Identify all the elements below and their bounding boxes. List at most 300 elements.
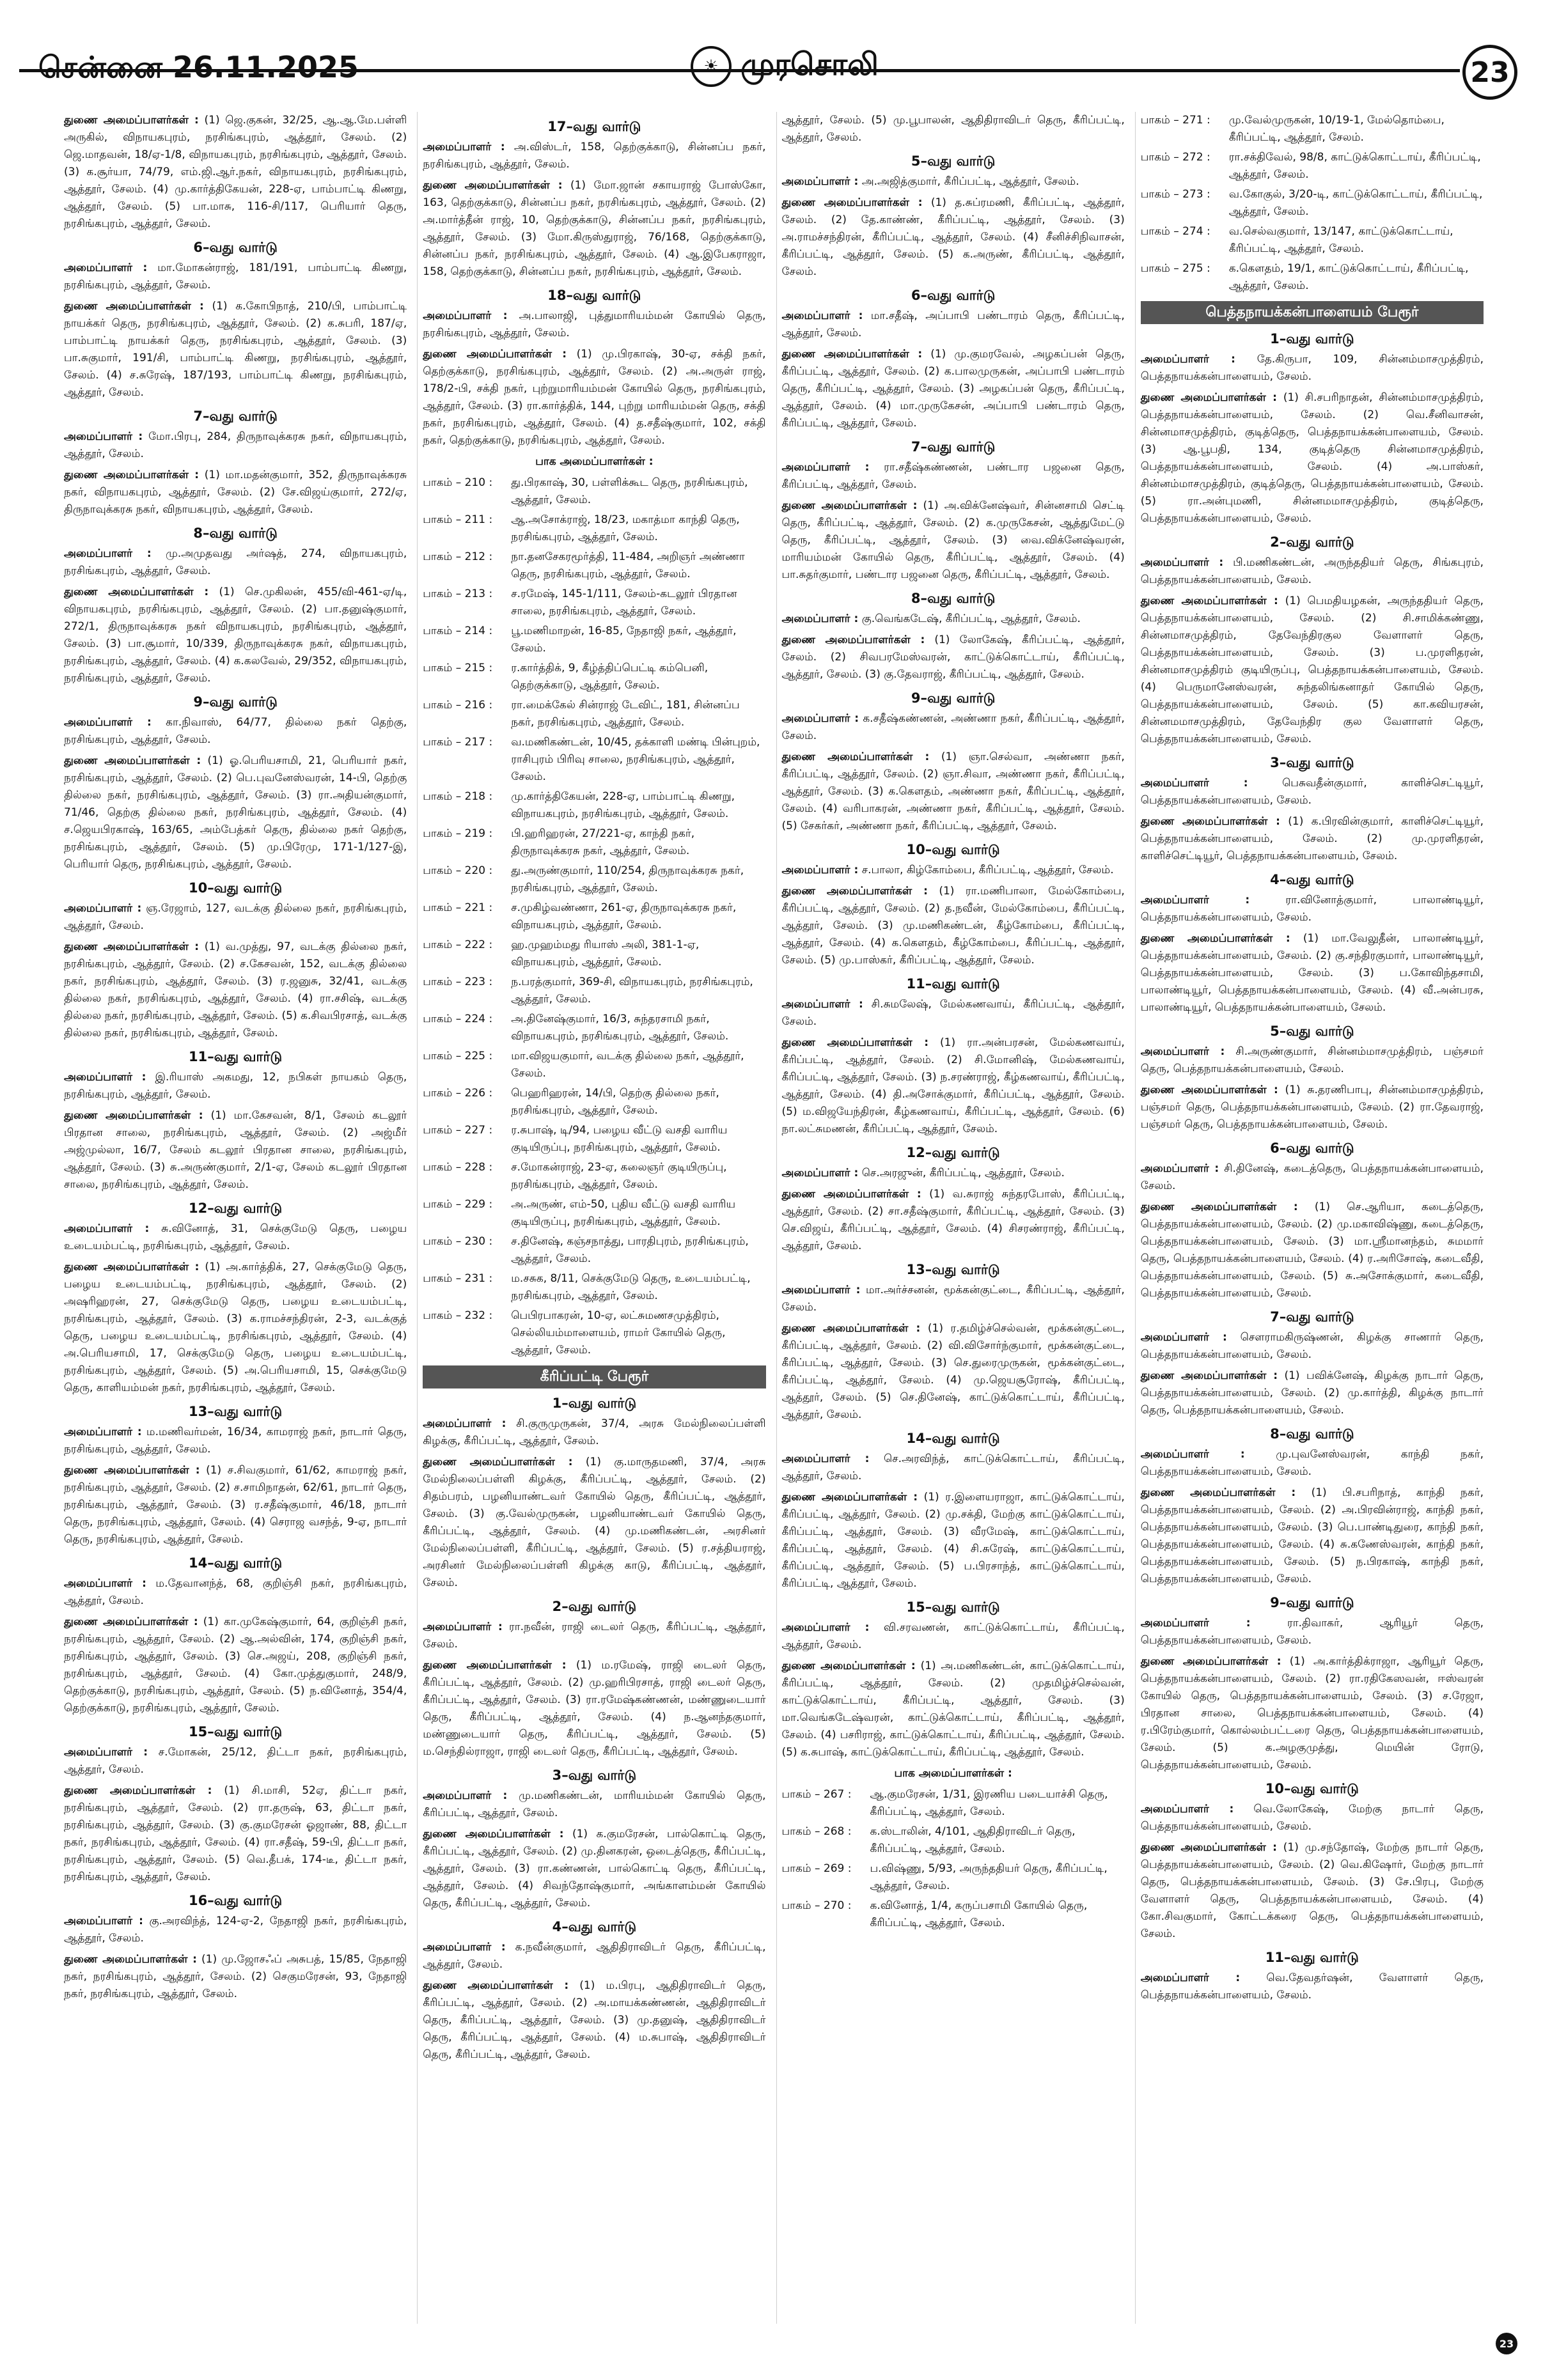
- part-row: [423, 1196, 765, 1231]
- entry-text: (1) ம.பிரபு, ஆதிதிராவிடர் தெரு, கீரிப்பட்டி, ஆத்தூர், சேலம். (2) அ.மாயக்கண்ணன், ஆதிதிராவிடர் தெரு, கீரிப்பட்டி, ஆத்தூர், சேலம். (3) மு.தனுஷ், ஆதிதிராவிடர் தெரு, கீரிப்பட்டி, ஆத்தூர், சேலம். (4) ம.சுபாஷ், ஆதிதிராவிடர் தெரு, கீரிப்பட்டி, ஆத்தூர், சேலம்.: [423, 1979, 766, 2061]
- appointment-entry: [1141, 1484, 1484, 1588]
- ward-heading: 7–வது வார்டு: [911, 439, 996, 455]
- role-label: துணை அமைப்பாளர்கள் :: [781, 196, 923, 209]
- part-number: பாகம் – 220 :: [423, 864, 493, 877]
- entry-text: செ.அரஜுன், கீரிப்பட்டி, ஆத்தூர், சேலம்.: [861, 1167, 1065, 1179]
- part-row: [423, 660, 765, 694]
- column-1: [64, 112, 407, 2324]
- appointment-entry: [423, 1657, 765, 1761]
- part-organiser: ஆ.அசோக்ராஜ், 18/23, மகாத்மா காந்தி தெரு, நரசிங்கபுரம், ஆத்தூர், சேலம்.: [511, 513, 740, 543]
- ward-heading: 2–வது வார்டு: [1270, 534, 1354, 550]
- column-4: [1135, 112, 1484, 2324]
- part-number: பாகம் – 210 :: [423, 476, 493, 489]
- role-label: அமைப்பாளர் :: [64, 1746, 148, 1759]
- part-organiser: மா.விஜயகுமார், வடக்கு தில்லை நகர், ஆத்தூர், சேலம்.: [511, 1050, 744, 1080]
- appointment-entry: [423, 346, 765, 449]
- role-label: துணை அமைப்பாளர்கள் :: [64, 754, 201, 767]
- ward-heading: 7–வது வார்டு: [1270, 1309, 1354, 1325]
- appointment-entry: [64, 1462, 407, 1548]
- edition-date: சென்னை 26.11.2025: [38, 50, 359, 84]
- ward-heading: 3–வது வார்டு: [1270, 755, 1354, 770]
- entry-text: சி.குருமுருகன், 37/4, அரசு மேல்நிலைப்பள்ளி கிழக்கு, கீரிப்பட்டி, ஆத்தூர், சேலம்.: [423, 1417, 766, 1447]
- entry-text: (1) சி.மாசி, 52ஏ, திட்டா நகர், நரசிங்கபுரம், ஆத்தூர், சேலம். (2) ரா.தருஷ், 63, திட்டா நகர், நரசிங்கபுரம், ஆத்தூர், சேலம். (3) கு.குமரேசன் ஓஜாண், 88, திட்டா நகர், நரசிங்கபுரம், ஆத்தூர், சேலம். (4) ரா.சதீஷ், 59-பி, திட்டா நகர், நரசிங்கபுரம், ஆத்தூர், சேலம். (5) வெ.தீபக், 174-டீ, திட்டா நகர், நரசிங்கபுரம், ஆத்தூர், சேலம்.: [64, 1784, 407, 1883]
- role-label: துணை அமைப்பாளர்கள் :: [781, 1491, 918, 1504]
- appointment-entry: [782, 710, 1125, 745]
- role-label: துணை அமைப்பாளர்கள் :: [781, 499, 918, 512]
- entry-text: (1) சு.தரணிபாபு, சின்னம்மாசமுத்திரம், பஞ்சமர் தெரு, பெத்தநாயக்கன்பாளையம், சேலம். (2) ரா.தேவராஜ், பஞ்சமர் தெரு, பெத்தநாயக்கன்பாளையம், சேலம்.: [1140, 1084, 1484, 1131]
- entry-text: பி.மணிகண்டன், அருந்ததியர் தெரு, சிங்கபுரம், பெத்தநாயக்கன்பாளையம், சேலம்.: [1140, 556, 1484, 586]
- part-number: பாகம் – 275 :: [1140, 262, 1210, 275]
- part-number: பாகம் – 219 :: [423, 827, 493, 840]
- part-row: [423, 825, 765, 860]
- ward-heading: 14–வது வார்டு: [906, 1431, 1000, 1446]
- entry-text: (1) ஓ.பெரியசாமி, 21, பெரியார் நகர், நரசிங்கபுரம், ஆத்தூர், சேலம். (2) பெ.புவனேஸ்வரன், 14-பி, தெற்கு தில்லை நகர், நரசிங்கபுரம், ஆத்தூர், சேலம். (3) ரா.அதியன்குமார், 71/46, தெற்கு தில்லை நகர், நரசிங்கபுரம், ஆத்தூர், சேலம். (4) ச.ஜெயபிரகாஷ், 163/65, அம்பேத்கர் தெரு, தில்லை நகர் தெற்கு, நரசிங்கபுரம், ஆத்தூர், சேலம். (5) மு.பிரேமு, 171-1/127-இ, பெரியார் தெரு, நரசிங்கபுரம், ஆத்தூர், சேலம்.: [64, 754, 407, 871]
- role-label: அமைப்பாளர் :: [781, 175, 859, 188]
- entry-text: (1) செ.ஆரியா, கடைத்தெரு, பெத்தநாயக்கன்பாளையம், சேலம். (2) மு.மகாவிஷ்ணு, கடைத்தெரு, பெத்தநாயக்கன்பாளையம், சேலம். (3) மா.ஸ்ரீமானந்தம், சுமமார் தெரு, பெத்தநாயக்கன்பாளையம், சேலம். (4) ர.அரிசோஷ், கடைவீதி, பெத்தநாயக்கன்பாளையம், சேலம். (5) சு.அசோக்குமார், கடைவீதி, பெத்தநாயக்கன்பாளையம், சேலம்.: [1140, 1201, 1484, 1300]
- role-label: அமைப்பாளர் :: [64, 902, 142, 915]
- appointment-entry: [64, 1744, 407, 1778]
- appointment-entry: [1141, 892, 1484, 926]
- role-label: அமைப்பாளர் :: [781, 1284, 861, 1296]
- role-label: துணை அமைப்பாளர்கள் :: [64, 1953, 197, 1966]
- appointment-entry: [1141, 389, 1484, 527]
- role-label: துணை அமைப்பாளர்கள் :: [423, 1659, 567, 1672]
- entry-text: (1) அ.கார்த்திக், 27, செக்குமேடு தெரு, பழைய உடையம்பட்டி, நரசிங்கபுரம், ஆத்தூர், சேலம். (2) அஷரிஹரன், 27, செக்குமேடு தெரு, பழைய உடையம்பட்டி, நரசிங்கபுரம், ஆத்தூர், சேலம். (3) க.ராமச்சந்திரன், 2-3, வடக்குத் தெரு, பழைய உடையம்பட்டி, நரசிங்கபுரம், ஆத்தூர், சேலம். (4) அ.பெரியசாமி, 17, செக்குமேடு தெரு, பழைய உடையம்பட்டி, நரசிங்கபுரம், ஆத்தூர், சேலம். (5) அ.பெரியசாமி, 15, செக்குமேடு தெரு, காளியம்மன் நகர், நரசிங்கபுரம், ஆத்தூர், சேலம்.: [64, 1261, 407, 1394]
- role-label: அமைப்பாளர் :: [1140, 1331, 1227, 1344]
- part-row: [1141, 223, 1484, 258]
- part-number: பாகம் – 216 :: [423, 699, 493, 712]
- role-label: அமைப்பாளர் :: [1140, 1803, 1234, 1816]
- ward-heading: 13–வது வார்டு: [189, 1404, 283, 1419]
- appointment-entry: [782, 307, 1125, 342]
- role-label: அமைப்பாளர் :: [64, 1222, 150, 1235]
- entry-text: (1) அ.விக்னேஷ்வர், சின்னசாமி செட்டி தெரு, கீரிப்பட்டி, ஆத்தூர், சேலம். (2) க.முருகேசன், ஆத்துமேட்டு தெரு, கீரிப்பட்டி, ஆத்தூர், சேலம். (3) வை.விக்னேஷ்வரன், மாரியம்மன் கோயில் தெரு, கீரிப்பட்டி, ஆத்தூர், சேலம். (4) பா.சுதர்குமார், பண்டார பஜனை தெரு, கீரிப்பட்டி, ஆத்தூர், சேலம்.: [781, 499, 1125, 581]
- entry-text: க.நவீன்குமார், ஆதிதிராவிடர் தெரு, கீரிப்பட்டி, ஆத்தூர், சேலம்.: [423, 1941, 766, 1971]
- appointment-entry: [64, 1575, 407, 1610]
- entry-text: ரா.சதீஷ்கண்ணன், பண்டார பஜனை தெரு, கீரிப்பட்டி, ஆத்தூர், சேலம்.: [781, 461, 1125, 491]
- part-row: [423, 623, 765, 657]
- entry-text: (1) செ.முகிலன், 455/வி-461-ஏ/டி, விநாயகபுரம், நரசிங்கபுரம், ஆத்தூர், சேலம். (2) பா.தனுஷ்குமார், 272/1, திருநாவுக்கரசு நகர் விநாயகபுரம், நரசிங்கபுரம், ஆத்தூர், சேலம். (3) பா.சூமார், 10/339, திருநாவுக்கரசு நகர், விநாயகபுரம், நரசிங்கபுரம், ஆத்தூர், சேலம். (4) க.கலவேல், 29/352, விநாயகபுரம், நரசிங்கபுரம், ஆத்தூர், சேலம்.: [64, 586, 407, 685]
- appointment-entry: [1141, 1615, 1484, 1649]
- appointment-entry: [1141, 1160, 1484, 1195]
- ward-heading: 3–வது வார்டு: [552, 1768, 637, 1783]
- part-number: பாகம் – 223 :: [423, 976, 493, 988]
- page-number-badge: 23: [1462, 45, 1517, 100]
- section-banner: கீரிப்பட்டி பேரூர்: [423, 1365, 765, 1388]
- role-label: அமைப்பாளர் :: [1140, 777, 1248, 789]
- part-organiser: பெபிரபாகரன், 10-ஏ, லட்சுமணசமுத்திரம், செல்லியம்மாளையம், ராமர் கோயில் தெரு, ஆத்தூர், சேலம்.: [511, 1309, 726, 1357]
- role-label: அமைப்பாளர் :: [781, 1621, 870, 1634]
- appointment-entry: [423, 177, 765, 281]
- entry-text: வெ.தேவதர்ஷன், வேளாளர் தெரு, பெத்தநாயக்கன்பாளையம், சேலம்.: [1140, 1972, 1484, 2002]
- part-organiser: ப.விஷ்ணு, 5/93, அருந்ததியர் தெரு, கீரிப்பட்டி, ஆத்தூர், சேலம்.: [870, 1862, 1108, 1892]
- ward-heading: 8–வது வார்டு: [193, 525, 278, 541]
- ward-heading: 7–வது வார்டு: [193, 408, 278, 424]
- appointment-entry: [64, 112, 407, 233]
- entry-text: சௌராமகிருஷ்ணன், கிழக்கு சாணார் தெரு, பெத்தநாயக்கன்பாளையம், சேலம்.: [1140, 1331, 1484, 1361]
- appointment-entry: [64, 298, 407, 401]
- part-row: [423, 1307, 765, 1359]
- part-row: [782, 1786, 1125, 1821]
- part-organiser: ரா.மைக்கேல் சின்ராஜ் டேவிட், 181, சின்னப்ப நகர், நரசிங்கபுரம், ஆத்தூர், சேலம்.: [511, 699, 740, 729]
- part-row: [423, 548, 765, 583]
- entry-text: இ.ரியாஸ் அகமது, 12, நபிகள் நாயகம் தெரு, நரசிங்கபுரம், ஆத்தூர், சேலம்.: [64, 1071, 407, 1101]
- appointment-entry: [1141, 1970, 1484, 2004]
- part-number: பாகம் – 224 :: [423, 1013, 493, 1025]
- entry-text: (1) லோகேஷ், கீரிப்பட்டி, ஆத்தூர், சேலம். (2) சிவபரமேஸ்வரன், காட்டுக்கொட்டாய், கீரிப்பட்டி, ஆத்தூர், சேலம். (3) கு.தேவராஜ், கீரிப்பட்டி, ஆத்தூர், சேலம்.: [781, 634, 1125, 681]
- appointment-entry: [64, 467, 407, 518]
- part-number: பாகம் – 211 :: [423, 513, 493, 526]
- appointment-entry: [423, 1977, 765, 2064]
- ward-heading: 11–வது வார்டு: [906, 976, 1000, 992]
- entry-text: சி.அருண்குமார், சின்னம்மாசமுத்திரம், பஞ்சமர் தெரு, பெத்தநாயக்கன்பாளையம், சேலம்.: [1140, 1045, 1484, 1075]
- column-3: [776, 112, 1125, 2324]
- entry-text: (1) மா.மதன்குமார், 352, திருநாவுக்கரசு நகர், விநாயகபுரம், ஆத்தூர், சேலம். (2) சே.விஜய்குமார், 272/ஏ, திருநாவுக்கரசு நகர், விநாயகபுரம், ஆத்தூர், சேலம்.: [64, 469, 407, 516]
- appointment-entry: [1141, 1082, 1484, 1133]
- part-organiser: அ.தினேஷ்குமார், 16/3, சுந்தரசாமி நகர், விநாயகபுரம், நரசிங்கபுரம், ஆத்தூர், சேலம்.: [511, 1013, 729, 1043]
- ward-heading: 8–வது வார்டு: [911, 591, 996, 606]
- appointment-entry: [423, 307, 765, 342]
- role-label: அமைப்பாளர் :: [781, 998, 863, 1011]
- ward-heading: 11–வது வார்டு: [1265, 1950, 1359, 1965]
- ward-heading: 10–வது வார்டு: [189, 880, 283, 896]
- part-row: [423, 586, 765, 620]
- part-number: பாகம் – 272 :: [1140, 151, 1210, 164]
- appointment-entry: [1141, 1446, 1484, 1481]
- appointment-entry: [1141, 775, 1484, 809]
- appointment-entry: [782, 1282, 1125, 1316]
- ward-heading: 4–வது வார்டு: [1270, 872, 1354, 887]
- appointment-entry: [64, 938, 407, 1042]
- appointment-entry: [1141, 1839, 1484, 1943]
- ward-heading: 8–வது வார்டு: [1270, 1426, 1354, 1442]
- role-label: துணை அமைப்பாளர்கள் :: [64, 1464, 200, 1477]
- part-number: பாகம் – 225 :: [423, 1050, 493, 1062]
- ward-heading: 5–வது வார்டு: [911, 153, 996, 169]
- entry-text: (1) பவிக்னேஷ், கிழக்கு நாடார் தெரு, பெத்தநாயக்கன்பாளையம், சேலம். (2) மு.கார்த்தி, கிழக்கு நாடார் தெரு, பெத்தநாயக்கன்பாளையம், சேலம்.: [1140, 1369, 1484, 1417]
- part-organiser: மு.வேல்முருகன், 10/19-1, மேல்தொம்பை, கீரிப்பட்டி, ஆத்தூர், சேலம்.: [1228, 114, 1445, 144]
- entry-text: (1) மு.பிரகாஷ், 30-ஏ, சக்தி நகர், தெற்குக்காடு, நரசிங்கபுரம், ஆத்தூர், சேலம். (2) அ.அருள் ராஜ், 178/2-பி, சக்தி நகர், புற்றுமாரியம்மன் கோயில் தெரு, நரசிங்கபுரம், ஆத்தூர், சேலம். (3) ரா.கார்த்திக், 144, புற்று மாரியம்மன் தெரு, சக்தி நகர், நரசிங்கபுரம், ஆத்தூர், சேலம். (4) த.சதீஷ்குமார், 102, சக்தி நகர், தெற்குக்காடு, நரசிங்கபுரம், ஆத்தூர், சேலம்.: [423, 348, 766, 447]
- entry-text: அ.அஜித்குமார், கீரிப்பட்டி, ஆத்தூர், சேலம்.: [861, 175, 1079, 188]
- entry-text: ரா.நவீன், ராஜி டைலர் தெரு, கீரிப்பட்டி, ஆத்தூர், சேலம்.: [423, 1621, 766, 1651]
- ward-heading: 12–வது வார்டு: [189, 1201, 283, 1216]
- part-row: [423, 937, 765, 971]
- role-label: துணை அமைப்பாளர்கள் :: [64, 114, 199, 127]
- part-number: பாகம் – 267 :: [781, 1788, 852, 1801]
- role-label: அமைப்பாளர் :: [423, 141, 505, 153]
- part-row: [423, 1270, 765, 1305]
- ward-heading: 6–வது வார்டு: [193, 240, 278, 255]
- part-organiser: ச.தினேஷ், கஞ்சநாத்து, பாரதிபுரம், நரசிங்கபுரம், ஆத்தூர், சேலம்.: [511, 1235, 749, 1265]
- appointment-entry: [64, 428, 407, 463]
- ward-heading: 11–வது வார்டு: [189, 1049, 283, 1064]
- appointment-entry: [782, 749, 1125, 835]
- appointment-entry: [782, 632, 1125, 683]
- part-row: [423, 1011, 765, 1045]
- part-organiser: க.வினோத், 1/4, கருப்பசாமி கோயில் தெரு, கீரிப்பட்டி, ஆத்தூர், சேலம்.: [870, 1899, 1088, 1929]
- role-label: துணை அமைப்பாளர்கள் :: [64, 1261, 200, 1273]
- part-number: பாகம் – 215 :: [423, 662, 493, 674]
- ward-heading: 2–வது வார்டு: [552, 1599, 637, 1614]
- part-row: [423, 862, 765, 897]
- appointment-entry: [782, 1658, 1125, 1761]
- part-organiser: வ.கோகுல், 3/20-டி, காட்டுக்கொட்டாய், கீரிப்பட்டி, ஆத்தூர், சேலம்.: [1228, 188, 1483, 218]
- entry-text: (1) மோ.ஜான் சகாயராஜ் போஸ்கோ, 163, தெற்குக்காடு, சின்னப்ப நகர், நரசிங்கபுரம், ஆத்தூர், சேலம். (2) அ.மார்த்தீன் ராஜ், 10, தெற்குக்காடு, சின்னப்ப நகர், நரசிங்கபுரம், ஆத்தூர், சேலம். (3) மோ.கிருஸ்துராஜ், 76/168, தெற்குக்காடு, சின்னப்ப நகர், நரசிங்கபுரம், ஆத்தூர், சேலம். (4) ஆ.இபேகராஜா, 158, தெற்குக்காடு, சின்னப்ப நகர், நரசிங்கபுரம், ஆத்தூர், சேலம்.: [423, 179, 766, 278]
- role-label: துணை அமைப்பாளர்கள் :: [64, 1784, 212, 1797]
- appointment-entry: [64, 752, 407, 873]
- entry-text: ச.மோகன், 25/12, திட்டா நகர், நரசிங்கபுரம், ஆத்தூர், சேலம்.: [64, 1746, 407, 1776]
- entry-text: சி.சுமலேஷ், மேல்கணவாய், கீரிப்பட்டி, ஆத்தூர், சேலம்.: [781, 998, 1125, 1028]
- appointment-entry: [782, 1489, 1125, 1592]
- entry-text: வெ.லோகேஷ், மேற்கு நாடார் தெரு, பெத்தநாயக்கன்பாளையம், சேலம்.: [1140, 1803, 1484, 1833]
- part-number: பாகம் – 213 :: [423, 587, 493, 600]
- role-label: அமைப்பாளர் :: [781, 309, 863, 322]
- ward-heading: 14–வது வார்டு: [189, 1555, 283, 1571]
- ward-heading: 9–வது வார்டு: [1270, 1595, 1354, 1610]
- appointment-entry: [1141, 1801, 1484, 1835]
- part-organiser: பெஹரிஹரன், 14/பி, தெற்கு தில்லை நகர், நரசிங்கபுரம், ஆத்தூர், சேலம்.: [511, 1087, 719, 1117]
- role-label: அமைப்பாளர் :: [1140, 894, 1250, 906]
- ward-heading: 1–வது வார்டு: [552, 1396, 637, 1411]
- entry-text: (1) மா.கேசவன், 8/1, சேலம் கடலூர் பிரதான சாலை, நரசிங்கபுரம், ஆத்தூர், சேலம். (2) அஜ்மீர் அஜ்முல்லா, 16/7, சேலம் கடலூர் பிரதான சாலை, நரசிங்கபுரம், ஆத்தூர், சேலம். (3) சு.அருண்குமார், 2/1-ஏ, சேலம் கடலூர் பிரதான சாலை, நரசிங்கபுரம், ஆத்தூர், சேலம்.: [64, 1109, 407, 1191]
- role-label: துணை அமைப்பாளர்கள் :: [423, 348, 567, 361]
- part-row: [423, 734, 765, 786]
- role-label: அமைப்பாளர் :: [64, 716, 152, 729]
- role-label: துணை அமைப்பாளர்கள் :: [64, 1615, 198, 1628]
- page-header: [0, 0, 1543, 96]
- part-organiser: ம.சசுக, 8/11, செக்குமேடு தெரு, உடையம்பட்டி, நரசிங்கபுரம், ஆத்தூர், சேலம்.: [511, 1272, 751, 1302]
- role-label: அமைப்பாளர் :: [781, 461, 870, 474]
- entry-text: (1) கு.மாருதமணி, 37/4, அரசு மேல்நிலைப்பள்ளி கிழக்கு, கீரிப்பட்டி, ஆத்தூர், சேலம். (2) சிதம்பரம், பழனியாண்டவர் கோயில் தெரு, கீரிப்பட்டி, ஆத்தூர், சேலம். (3) கு.வேல்முருகன், பழனியாண்டவர் கோயில் தெரு, கீரிப்பட்டி, ஆத்தூர், சேலம். (4) மு.மணிகண்டன், அரசினர் மேல்நிலைப்பள்ளி, கீரிப்பட்டி, ஆத்தூர், சேலம். (5) ர.சத்தியராஜ், அரசினர் மேல்நிலைப்பள்ளி கிழக்கு காடு, கீரிப்பட்டி, ஆத்தூர், சேலம்.: [423, 1456, 766, 1589]
- ward-heading: 9–வது வார்டு: [193, 694, 278, 710]
- part-number: பாகம் – 214 :: [423, 625, 493, 637]
- role-label: துணை அமைப்பாளர்கள் :: [423, 1456, 573, 1468]
- role-label: அமைப்பாளர் :: [64, 1915, 143, 1927]
- appointment-entry: [782, 194, 1125, 281]
- role-label: துணை அமைப்பாளர்கள் :: [423, 1979, 569, 1992]
- role-label: அமைப்பாளர் :: [781, 712, 859, 725]
- appointment-entry: [1141, 1043, 1484, 1078]
- appointment-entry: [782, 996, 1125, 1031]
- parts-heading: பாக அமைப்பாளர்கள் :: [894, 1767, 1012, 1780]
- part-organiser: ர.சுபாஷ், டி/94, பழைய வீட்டு வசதி வாரிய குடியிருப்பு, நரசிங்கபுரம், ஆத்தூர், சேலம்.: [511, 1124, 728, 1154]
- entry-text: சு.வினோத், 31, செக்குமேடு தெரு, பழைய உடையம்பட்டி, நரசிங்கபுரம், ஆத்தூர், சேலம்.: [64, 1222, 407, 1252]
- ward-heading: 12–வது வார்டு: [906, 1145, 1000, 1160]
- role-label: அமைப்பாளர் :: [1140, 1162, 1219, 1175]
- part-row: [423, 1159, 765, 1194]
- appointment-entry: [782, 497, 1125, 584]
- part-number: பாகம் – 228 :: [423, 1161, 493, 1174]
- footer-page-number: 23: [1496, 2333, 1517, 2354]
- role-label: துணை அமைப்பாளர்கள் :: [423, 1828, 564, 1840]
- ward-heading: 10–வது வார்டு: [906, 842, 1000, 857]
- part-row: [1141, 112, 1484, 146]
- entry-text: (1) சி.சபரிநாதன், சின்னம்மாசமுத்திரம், பெத்தநாயக்கன்பாளையம், சேலம். (2) வெ.சீனிவாசன், சின்னமாசமுத்திரம், குடித்தெரு, பெத்தநாயக்கன்பாளையம், சேலம். (3) ஆ.பூபதி, 134, குடித்தெரு சின்னமாசமுத்திரம், பெத்தநாயக்கன்பாளையம், சேலம். (4) அ.பாஸ்கர், சின்னம்மாசமுத்திரம், குடித்தெரு, பெத்தநாயக்கன்பாளையம், சேலம். (5) ரா.அன்புமணி, சின்னமமாசமுத்திரம், குடித்தெரு, பெத்தநாயக்கன்பாளையம், சேலம்.: [1140, 391, 1484, 525]
- appointment-entry: [782, 459, 1125, 494]
- entry-text: வி.சரவணன், காட்டுக்கொட்டாய், கீரிப்பட்டி, ஆத்தூர், சேலம்.: [781, 1621, 1125, 1651]
- masthead: [691, 46, 879, 87]
- entry-text: (1) ம.ரமேஷ், ராஜி டைலர் தெரு, கீரிப்பட்டி, ஆத்தூர், சேலம். (2) மு.ஹரிபிரசாத், ராஜி டைலர் தெரு, கீரிப்பட்டி, ஆத்தூர், சேலம். (3) ரா.ரமேஷ்கண்ணன், மண்ணுடையார் தெரு, கீரிப்பட்டி, ஆத்தூர், சேலம். (4) ந.ஆனந்தகுமார், மண்ணுடையார் தெரு, கீரிப்பட்டி, ஆத்தூர், சேலம். (5) ம.செந்தில்ராஜா, ராஜி டைலர் தெரு, கீரிப்பட்டி, ஆத்தூர், சேலம்.: [423, 1659, 766, 1758]
- part-row: [423, 697, 765, 731]
- appointment-entry: [64, 1782, 407, 1886]
- entry-text: ஆத்தூர், சேலம். (5) மு.பூபாலன், ஆதிதிராவிடர் தெரு, கீரிப்பட்டி, ஆத்தூர், சேலம்.: [781, 114, 1125, 144]
- entry-text: (1) பெமதியழகன், அருந்ததியர் தெரு, பெத்தநாயக்கன்பாளையம், சேலம். (2) சி.சாமிக்கண்ணு, சின்னமாசமுத்திரம், தேவேந்திரகுல வேளாளர் தெரு, பெத்தநாயக்கன்பாளையம், சேலம். (3) ப.முரளிதரன், சின்னமாசமுத்திரம் குடியிருப்பு, பெத்தநாயக்கன்பாளையம், சேலம். (4) பெருமானேஸ்வரன், சுந்தலிங்கனாதர் கோயில் தெரு, பெத்தநாயக்கன்பாளையம், சேலம். (5) கா.கவியரசன், சின்னமமாசமுத்திரம், தேவேந்திர குல வேளாளர் தெரு, பெத்தநாயக்கன்பாளையம், சேலம்.: [1140, 595, 1484, 745]
- entry-text: மு.புவனேஸ்வரன், காந்தி நகர், பெத்தநாயக்கன்பாளையம், சேலம்.: [1140, 1448, 1484, 1478]
- part-organiser: ஆ.குமரேசன், 1/31, இரணிய படையாச்சி தெரு, கீரிப்பட்டி, ஆத்தூர், சேலம்.: [870, 1788, 1108, 1818]
- part-organiser: நா.தனசேகரமூர்த்தி, 11-484, அறிஞர் அண்ணா தெரு, நரசிங்கபுரம், ஆத்தூர், சேலம்.: [511, 550, 745, 580]
- role-label: துணை அமைப்பாளர்கள் :: [781, 885, 928, 898]
- entry-text: (1) க.குமரேசன், பால்கொட்டி தெரு, கீரிப்பட்டி, ஆத்தூர், சேலம். (2) மு.தினகரன், ஒடைத்தெரு, கீரிப்பட்டி, ஆத்தூர், சேலம். (3) ரா.கண்ணன், பால்கொட்டி தெரு, கீரிப்பட்டி, ஆத்தூர், சேலம். (4) சிவந்தோஷ்குமார், அங்காளம்மன் கோயில் தெரு, கீரிப்பட்டி, ஆத்தூர், சேலம்.: [423, 1828, 766, 1909]
- entry-text: (1) வ.முத்து, 97, வடக்கு தில்லை நகர், நரசிங்கபுரம், ஆத்தூர், சேலம். (2) ச.கேசவன், 152, வடக்கு தில்லை நகர், நரசிங்கபுரம், ஆத்தூர், சேலம். (3) ர.ஜனுசு, 32/41, வடக்கு தில்லை நகர், நரசிங்கபுரம், ஆத்தூர், சேலம். (4) ரா.சசிஷ், வடக்கு தில்லை நகர், நரசிங்கபுரம், ஆத்தூர், சேலம். (5) க.சிவபிரசாத், வடக்கு தில்லை நகர், நரசிங்கபுரம், ஆத்தூர், சேலம்.: [64, 940, 407, 1039]
- appointment-entry: [423, 1619, 765, 1653]
- entry-text: ஞ.ரேஜாம், 127, வடக்கு தில்லை நகர், நரசிங்கபுரம், ஆத்தூர், சேலம்.: [64, 902, 407, 932]
- entry-text: ச.பாலா, கிழ்கோம்பை, கீரிப்பட்டி, ஆத்தூர், சேலம்.: [861, 864, 1114, 876]
- appointment-entry: [64, 1614, 407, 1717]
- appointment-entry: [782, 862, 1125, 879]
- entry-text: கு.வெங்கடேஷ், கீரிப்பட்டி, ஆத்தூர், சேலம்.: [861, 612, 1081, 625]
- entry-text: (1) ர.இளையராஜா, காட்டுக்கொட்டாய், கீரிப்பட்டி, ஆத்தூர், சேலம். (2) மு.சக்தி, மேற்கு காட்டுக்கொட்டாய், கீரிப்பட்டி, ஆத்தூர், சேலம். (3) வீரமேஷ், காட்டுக்கொட்டாய், கீரிப்பட்டி, ஆத்தூர், சேலம். (4) சி.சுரேஷ், காட்டுக்கொட்டாய், கீரிப்பட்டி, ஆத்தூர், சேலம். (5) ப.பிரசாந்த், காட்டுக்கொட்டாய், கீரிப்பட்டி, ஆத்தூர், சேலம்.: [781, 1491, 1125, 1590]
- part-organiser: து.பிரகாஷ், 30, பள்ளிக்கூட தெரு, நரசிங்கபுரம், ஆத்தூர், சேலம்.: [511, 476, 748, 506]
- role-label: துணை அமைப்பாளர்கள் :: [1140, 932, 1290, 945]
- role-label: துணை அமைப்பாளர்கள் :: [1140, 1655, 1281, 1668]
- role-label: துணை அமைப்பாளர்கள் :: [781, 751, 930, 763]
- role-label: அமைப்பாளர் :: [423, 1417, 506, 1430]
- entry-text: பெசுவதீன்குமார், காளிச்செட்டியூர், பெத்தநாயக்கன்பாளையம், சேலம்.: [1140, 777, 1484, 807]
- entry-text: மா.அர்ச்சனன், மூக்கன்குட்டை, கீரிப்பட்டி, ஆத்தூர், சேலம்.: [781, 1284, 1125, 1314]
- entry-text: கு.அரவிந்த், 124-ஏ-2, நேதாஜி நகர், நரசிங்கபுரம், ஆத்தூர், சேலம்.: [64, 1915, 407, 1945]
- part-number: பாகம் – 227 :: [423, 1124, 493, 1137]
- entry-text: (1) க.கோபிநாத், 210/பி, பாம்பாட்டி நாயக்கர் தெரு, நரசிங்கபுரம், ஆத்தூர், சேலம். (2) க.சுபரி, 187/ஏ, பாம்பாட்டி நாயக்கர் தெரு, நரசிங்கபுரம், ஆத்தூர், சேலம். (3) பா.சுகுமார், 191/சி, பாம்பாட்டி கிணறு, நரசிங்கபுரம், ஆத்தூர், சேலம். (4) ச.சுரேஷ், 187/193, பாம்பாட்டி கிணறு, நரசிங்கபுரம், ஆத்தூர், சேலம்.: [64, 300, 407, 399]
- appointment-entry: [1141, 593, 1484, 748]
- part-number: பாகம் – 218 :: [423, 790, 493, 803]
- part-organiser: அ.அருண், எம்-50, புதிய வீட்டு வசதி வாரிய குடியிருப்பு, நரசிங்கபுரம், ஆத்தூர், சேலம்.: [511, 1198, 736, 1228]
- role-label: துணை அமைப்பாளர்கள் :: [1140, 1201, 1298, 1213]
- part-organiser: வ.செல்வகுமார், 13/147, காட்டுக்கொட்டாய், கீரிப்பட்டி, ஆத்தூர், சேலம்.: [1228, 225, 1453, 255]
- role-label: துணை அமைப்பாளர்கள் :: [1140, 391, 1277, 404]
- entry-text: (1) அ.கார்த்திக்ராஜா, ஆரியூர் தெரு, பெத்தநாயக்கன்பாளையம், சேலம். (2) ரா.ரதிகேஸவன், ஈஸ்வரன் கோயில் தெரு, பெத்தநாயக்கன்பாளையம், சேலம். (3) ச.ரேஜா, பிரதான சாலை, பெத்தநாயக்கன்பாளையம், சேலம். (4) ர.பிரேம்குமார், கொல்லம்பட்டரை தெரு, பெத்தநாயக்கன்பாளையம், சேலம். (5) க.அழகுமுத்து, மெயின் ரோடு, பெத்தநாயக்கன்பாளையம், சேலம்.: [1140, 1655, 1484, 1771]
- ward-heading: 6–வது வார்டு: [911, 288, 996, 303]
- role-label: துணை அமைப்பாளர்கள் :: [781, 1660, 916, 1672]
- part-number: பாகம் – 212 :: [423, 550, 493, 563]
- role-label: அமைப்பாளர் :: [423, 309, 508, 322]
- part-organiser: ரா.சக்திவேல், 98/8, காட்டுக்கொட்டாய், கீரிப்பட்டி, ஆத்தூர், சேலம்.: [1228, 151, 1481, 181]
- appointment-entry: [64, 1259, 407, 1397]
- role-label: துணை அமைப்பாளர்கள் :: [64, 586, 209, 598]
- appointment-entry: [423, 1826, 765, 1912]
- part-number: பாகம் – 269 :: [781, 1862, 852, 1875]
- appointment-entry: [782, 1619, 1125, 1654]
- appointment-entry: [782, 611, 1125, 628]
- entry-text: (1) ஞா.செல்வா, அண்ணா நகர், கீரிப்பட்டி, ஆத்தூர், சேலம். (2) ஞா.சிவா, அண்ணா நகர், கீரிப்பட்டி, ஆத்தூர், சேலம். (3) க.கௌதம், அண்ணா நகர், கீரிப்பட்டி, ஆத்தூர், சேலம். (4) வரிபாகரன், அண்ணா நகர், கீரிப்பட்டி, ஆத்தூர், சேலம். (5) சேகர்கர், அண்ணா நகர், கீரிப்பட்டி, ஆத்தூர், சேலம்.: [781, 751, 1125, 832]
- entry-text: செ.அரவிந்த், காட்டுக்கொட்டாய், கீரிப்பட்டி, ஆத்தூர், சேலம்.: [781, 1452, 1125, 1482]
- part-number: பாகம் – 230 :: [423, 1235, 493, 1248]
- ward-heading: 16–வது வார்டு: [189, 1893, 283, 1908]
- part-number: பாகம் – 229 :: [423, 1198, 493, 1211]
- part-row: [423, 974, 765, 1008]
- appointment-entry: [423, 1939, 765, 1973]
- entry-text: (1) மு.சந்தோஷ், மேற்கு நாடார் தெரு, பெத்தநாயக்கன்பாளையம், சேலம். (2) வெ.கிஷோர், மேற்கு நாடார் தெரு, பெத்தநாயக்கன்பாளையம், சேலம். (3) சே.பிரபு, மேற்கு வேளாளர் தெரு, பெத்தநாயக்கன்பாளையம், சேலம். (4) கோ.சிவகுமார், கோட்டக்கரை தெரு, பெத்தநாயக்கன்பாளையம், சேலம்.: [1140, 1841, 1484, 1940]
- role-label: அமைப்பாளர் :: [64, 261, 148, 274]
- appointment-entry: [782, 346, 1125, 432]
- appointment-entry: [1141, 813, 1484, 865]
- appointment-entry: [1141, 1653, 1484, 1774]
- appointment-entry: [782, 1034, 1125, 1138]
- role-label: துணை அமைப்பாளர்கள் :: [64, 940, 200, 953]
- appointment-entry: [1141, 1199, 1484, 1302]
- role-label: துணை அமைப்பாளர்கள் :: [423, 179, 563, 192]
- ward-heading: 18–வது வார்டு: [547, 288, 641, 303]
- appointment-entry: [423, 1787, 765, 1822]
- entry-text: (1) ரா.மணிபாலா, மேல்கோம்பை, கீரிப்பட்டி, ஆத்தூர், சேலம். (2) த.நவீன், மேல்கோம்பை, கீரிப்பட்டி, ஆத்தூர், சேலம். (3) மு.மணிகண்டன், கீழ்கோம்பை, கீரிப்பட்டி, ஆத்தூர், சேலம். (4) க.கௌதம், கீழ்கோம்பை, கீரிப்பட்டி, ஆத்தூர், சேலம். (5) மு.பாஸ்கர், கீரிப்பட்டி, ஆத்தூர், சேலம்.: [781, 885, 1125, 967]
- role-label: துணை அமைப்பாளர்கள் :: [64, 1109, 203, 1122]
- part-number: பாகம் – 274 :: [1140, 225, 1210, 238]
- role-label: துணை அமைப்பாளர்கள் :: [1140, 1841, 1277, 1854]
- appointment-entry: [64, 1069, 407, 1103]
- appointment-entry: [64, 1424, 407, 1458]
- part-row: [782, 1897, 1125, 1932]
- part-row: [423, 1233, 765, 1268]
- entry-text: (1) மு.ஜோசஃப் அசுபத், 15/85, நேதாஜி நகர், நரசிங்கபுரம், ஆத்தூர், சேலம். (2) செகுமரேசன், 93, நேதாஜி நகர், நரசிங்கபுரம், ஆத்தூர், சேலம்.: [64, 1953, 407, 2000]
- part-row: [423, 1122, 765, 1156]
- role-label: துணை அமைப்பாளர்கள் :: [781, 1036, 929, 1049]
- entry-text: (1) ரா.அன்பரசன், மேல்கணவாய், கீரிப்பட்டி, ஆத்தூர், சேலம். (2) சி.மோனிஷ், மேல்கணவாய், கீரிப்பட்டி, ஆத்தூர், சேலம். (3) ந.சரண்ராஜ், கீழ்கணவாய், கீரிப்பட்டி, ஆத்தூர், சேலம். (4) தி.அசோக்குமார், கீரிப்பட்டி, ஆத்தூர், சேலம். (5) ம.விஜயேந்திரன், கீழ்கணவாய், கீரிப்பட்டி, ஆத்தூர், சேலம். (6) நா.லட்சுமணன், கீரிப்பட்டி, ஆத்தூர், சேலம்.: [781, 1036, 1125, 1135]
- part-number: பாகம் – 271 :: [1140, 114, 1210, 127]
- entry-text: அ.பாலாஜி, புத்துமாரியம்மன் கோயில் தெரு, நரசிங்கபுரம், ஆத்தூர், சேலம்.: [423, 309, 766, 339]
- part-row: [1141, 186, 1484, 221]
- role-label: துணை அமைப்பாளர்கள் :: [64, 300, 204, 313]
- entry-text: (1) வ.சுராஜ் சுந்தரபோஸ், கீரிப்பட்டி, ஆத்தூர், சேலம். (2) சா.சதீஷ்குமார், கீரிப்பட்டி, ஆத்தூர், சேலம். (3) செ.விஜய், கீரிப்பட்டி, ஆத்தூர், சேலம். (4) சிசரண்ராஜ், கீரிப்பட்டி, ஆத்தூர், சேலம்.: [781, 1188, 1125, 1252]
- ward-heading: 4–வது வார்டு: [552, 1919, 637, 1934]
- entry-text: மு.மணிகண்டன், மாரியம்மன் கோயில் தெரு, கீரிப்பட்டி, ஆத்தூர், சேலம்.: [423, 1789, 766, 1819]
- role-label: துணை அமைப்பாளர்கள் :: [1140, 1486, 1296, 1499]
- entry-text: மோ.பிரபு, 284, திருநாவுக்கரசு நகர், விநாயகபுரம், ஆத்தூர், சேலம்.: [64, 430, 407, 460]
- role-label: அமைப்பாளர் :: [781, 864, 859, 876]
- appointment-entry: [423, 1454, 765, 1592]
- appointment-entry: [64, 1107, 407, 1194]
- appointment-entry: [64, 260, 407, 294]
- role-label: அமைப்பாளர் :: [64, 430, 143, 443]
- role-label: அமைப்பாளர் :: [1140, 556, 1224, 569]
- appointment-entry: [64, 545, 407, 580]
- appointment-entry: [782, 112, 1125, 146]
- part-number: பாகம் – 221 :: [423, 901, 493, 914]
- appointment-entry: [782, 1186, 1125, 1255]
- role-label: துணை அமைப்பாளர்கள் :: [781, 1188, 921, 1201]
- part-organiser: க.ஸ்டாலின், 4/101, ஆதிதிராவிடர் தெரு, கீரிப்பட்டி, ஆத்தூர், சேலம்.: [870, 1825, 1076, 1855]
- entry-text: (1) மு.குமரவேல், அழகப்பன் தெரு, கீரிப்பட்டி, ஆத்தூர், சேலம். (2) க.பாலமுருகன், அப்பாபி பண்டாரம் தெரு, கீரிப்பட்டி, ஆத்தூர், சேலம். (3) அழகப்பன் தெரு, கீரிப்பட்டி, ஆத்தூர், சேலம். (4) மா.முருகேசன், அப்பாபி பண்டாரம் தெரு, கீரிப்பட்டி, ஆத்தூர், சேலம்.: [781, 348, 1125, 430]
- appointment-entry: [1141, 1329, 1484, 1364]
- part-organiser: ர.கார்த்திக், 9, கீழ்த்திப்பெட்டி கம்பெனி, தெற்குக்காடு, ஆத்தூர், சேலம்.: [511, 662, 709, 692]
- ward-heading: 6–வது வார்டு: [1270, 1140, 1354, 1156]
- part-organiser: ச.முகிழ்வண்ணா, 261-ஏ, திருநாவுக்கரசு நகர், விநாயகபுரம், ஆத்தூர், சேலம்.: [511, 901, 737, 931]
- role-label: அமைப்பாளர் :: [781, 1452, 870, 1465]
- ward-heading: 1–வது வார்டு: [1270, 331, 1354, 346]
- role-label: அமைப்பாளர் :: [64, 1071, 146, 1084]
- part-organiser: ச.மோகன்ராஜ், 23-ஏ, கலைஞர் குடியிருப்பு, நரசிங்கபுரம், ஆத்தூர், சேலம்.: [511, 1161, 727, 1191]
- part-number: பாகம் – 270 :: [781, 1899, 852, 1912]
- part-row: [782, 1823, 1125, 1858]
- entry-text: (1) ர.தமிழ்ச்செல்வன், மூக்கன்குட்டை, கீரிப்பட்டி, ஆத்தூர், சேலம். (2) வி.விசோர்ந்குமார், மூக்கன்குட்டை, கீரிப்பட்டி, ஆத்தூர், சேலம். (3) செ.துரைமுருகன், மூக்கன்குட்டை, கீரிப்பட்டி, ஆத்தூர், சேலம். (4) மு.ஜெயசூரோஷ், கீரிப்பட்டி, ஆத்தூர், சேலம். (5) செ.தினேஷ், காட்டுக்கொட்டாய், கீரிப்பட்டி, ஆத்தூர், சேலம்.: [781, 1322, 1125, 1421]
- role-label: அமைப்பாளர் :: [64, 1426, 142, 1438]
- part-row: [423, 788, 765, 823]
- entry-text: (1) பி.சபரிநாத், காந்தி நகர், பெத்தநாயக்கன்பாளையம், சேலம். (2) அ.பிரவின்ராஜ், காந்தி நகர், பெத்தநாயக்கன்பாளையம், சேலம். (3) பெ.பாண்டிதுரை, காந்தி நகர், பெத்தநாயக்கன்பாளையம், சேலம். (4) சு.கணேஸ்வரன், காந்தி நகர், பெத்தநாயக்கன்பாளையம், சேலம். (5) ந.பிரகாஷ், காந்தி நகர், பெத்தநாயக்கன்பாளையம், சேலம்.: [1140, 1486, 1484, 1585]
- part-row: [1141, 149, 1484, 183]
- role-label: அமைப்பாளர் :: [423, 1789, 508, 1802]
- appointment-entry: [1141, 930, 1484, 1016]
- article-columns: [64, 112, 1484, 2324]
- ward-heading: 15–வது வார்டு: [906, 1599, 1000, 1615]
- entry-text: (1) க.பிரவின்குமார், காளிச்செட்டியூர், பெத்தநாயக்கன்பாளையம், சேலம். (2) மு.முரளிதரன், காளிச்செட்டியூர், பெத்தநாயக்கன்பாளையம், சேலம்.: [1140, 815, 1484, 862]
